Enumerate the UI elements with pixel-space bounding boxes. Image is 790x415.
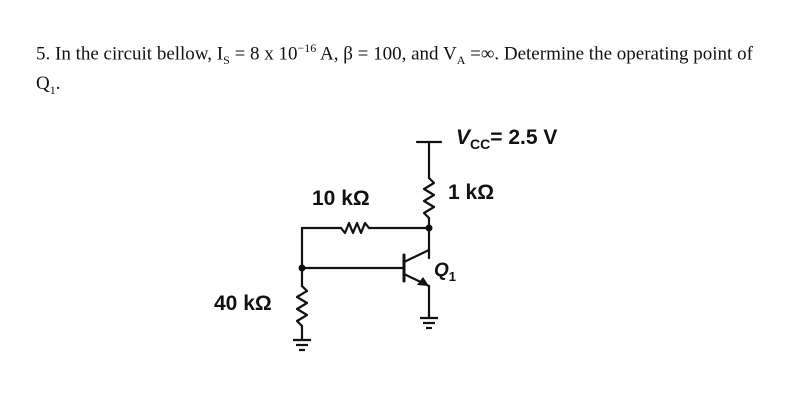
emitter-ground-symbol xyxy=(420,318,438,328)
rb-label: 40 kΩ xyxy=(214,292,272,315)
question-number: 5. xyxy=(36,43,51,65)
vcc-subscript: CC xyxy=(470,136,491,152)
is-value: = 8 x 10 xyxy=(229,43,298,65)
transistor-label: $Q_1$ xyxy=(434,260,457,284)
base-junction-dot xyxy=(299,265,306,272)
is-subscript: S xyxy=(223,53,230,68)
collector-junction-dot xyxy=(426,225,433,232)
is-exponent: −16 xyxy=(297,41,317,55)
va-subscript: A xyxy=(456,53,466,68)
rb-ground-symbol xyxy=(293,340,311,350)
rf-resistor xyxy=(341,223,369,233)
transistor-collector-leg xyxy=(404,250,429,262)
after-is: A, β = 100, and V xyxy=(316,43,457,65)
rc-resistor xyxy=(424,178,434,218)
vcc-value: = 2.5 V xyxy=(490,126,558,149)
rc-label: 1 kΩ xyxy=(448,181,495,204)
rb-resistor xyxy=(297,286,307,326)
vcc-label: $V_{CC}= 2.5$ V xyxy=(456,126,558,152)
q-subscript: 1 xyxy=(49,82,56,97)
after-va: =∞. Determine the operating point of Q xyxy=(36,43,753,95)
rf-label: 10 kΩ xyxy=(312,187,370,210)
question-end: . xyxy=(55,73,61,95)
question-intro: In the circuit bellow, I xyxy=(55,43,224,65)
transistor-subscript: 1 xyxy=(448,269,457,284)
